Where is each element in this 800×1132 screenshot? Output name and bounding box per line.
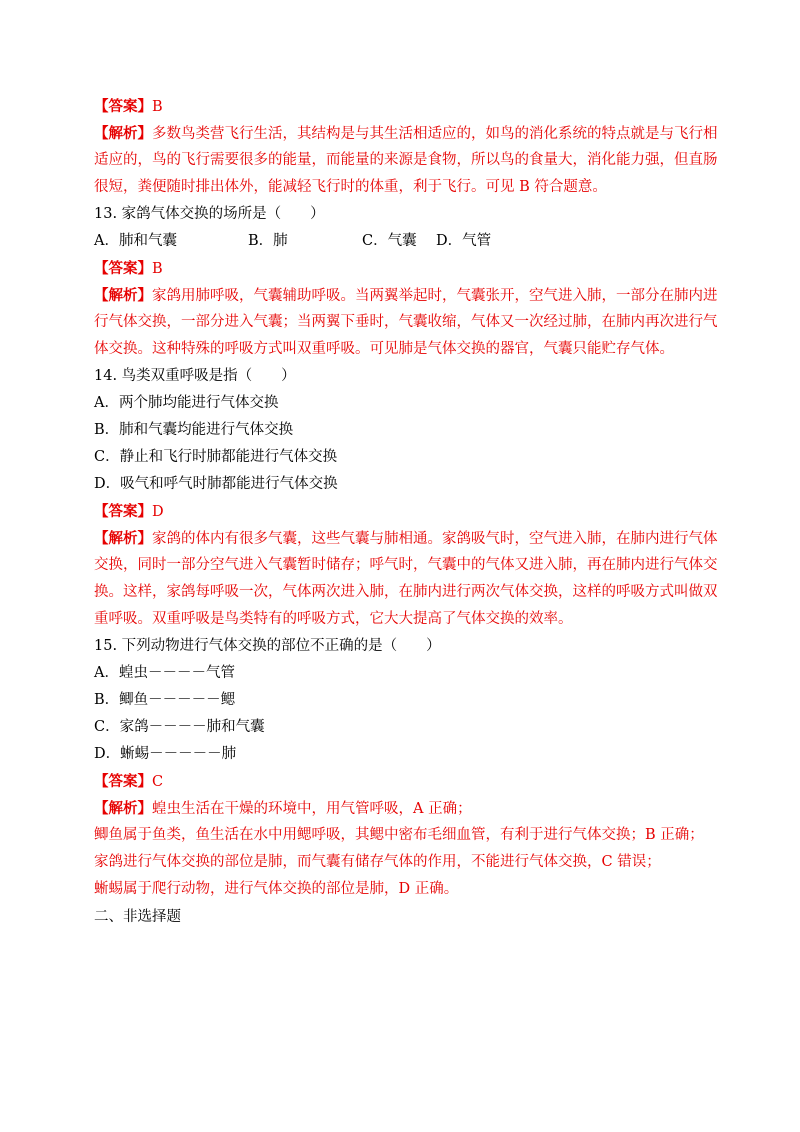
option-c: C．气囊 <box>362 233 417 249</box>
analysis-text: 家鸽的体内有很多气囊，这些气囊与肺相通。家鸽吸气时，空气进入肺，在肺内进行气体 <box>152 531 718 547</box>
analysis-line <box>94 795 706 822</box>
answer-line-prev <box>94 93 706 120</box>
answer-line-14 <box>94 498 706 525</box>
analysis-tag: 【解析】 <box>94 530 152 547</box>
analysis-line <box>94 282 718 309</box>
analysis-tag: 【解析】 <box>94 125 152 142</box>
analysis-line <box>94 525 718 552</box>
analysis-text: 蝗虫生活在干燥的环境中，用气管呼吸，A 正确； <box>152 801 472 817</box>
answer-value: D <box>152 504 164 520</box>
analysis-line: 体交换。这种特殊的呼吸方式叫双重呼吸。可见肺是气体交换的器官，气囊只能贮存气体。 <box>94 341 674 357</box>
analysis-line: 很短，粪便随时排出体外，能减轻飞行时的体重，利于飞行。可见 B 符合题意。 <box>94 179 607 195</box>
answer-tag: 【答案】 <box>94 773 152 790</box>
answer-tag: 【答案】 <box>94 260 152 277</box>
analysis-line: 蜥蜴属于爬行动物，进行气体交换的部位是肺，D 正确。 <box>94 881 459 897</box>
option-b: B．肺和气囊均能进行气体交换 <box>94 422 294 438</box>
analysis-line: 重呼吸。双重呼吸是鸟类特有的呼吸方式，它大大提高了气体交换的效率。 <box>94 611 573 627</box>
analysis-tag: 【解析】 <box>94 800 152 817</box>
option-b: B．鲫鱼－－－－－鳃 <box>94 692 236 708</box>
question-13-options <box>94 228 706 255</box>
option-a: A．两个肺均能进行气体交换 <box>94 395 279 411</box>
analysis-line: 换。这样，家鸽每呼吸一次，气体两次进入肺，在肺内进行两次气体交换，这样的呼吸方式叫做双 <box>94 584 718 600</box>
answer-tag: 【答案】 <box>94 98 152 115</box>
analysis-line: 适应的，鸟的飞行需要很多的能量，而能量的来源是食物，所以鸟的食量大，消化能力强，但直肠 <box>94 152 718 168</box>
question-15-stem: 15. 下列动物进行气体交换的部位不正确的是（ ） <box>94 638 441 654</box>
analysis-line: 行气体交换，一部分进入气囊；当两翼下垂时，气囊收缩，气体又一次经过肺，在肺内再次进行气 <box>94 314 718 330</box>
question-13-stem: 13. 家鸽气体交换的场所是（ ） <box>94 206 325 222</box>
analysis-text: 多数鸟类营飞行生活，其结构是与其生活相适应的，如鸟的消化系统的特点就是与飞行相 <box>152 126 718 142</box>
analysis-text: 家鸽用肺呼吸，气囊辅助呼吸。当两翼举起时，气囊张开，空气进入肺，一部分在肺内进 <box>152 288 718 304</box>
answer-value: B <box>152 261 163 277</box>
question-14-stem: 14. 鸟类双重呼吸是指（ ） <box>94 368 296 384</box>
option-c: C．静止和飞行时肺都能进行气体交换 <box>94 449 338 465</box>
option-d: D．吸气和呼气时肺都能进行气体交换 <box>94 476 338 492</box>
answer-line-13 <box>94 255 706 282</box>
analysis-line: 交换，同时一部分空气进入气囊暂时储存；呼气时，气囊中的气体又进入肺，再在肺内进行气体交 <box>94 557 718 573</box>
option-a: A．蝗虫－－－－气管 <box>94 665 235 681</box>
answer-tag: 【答案】 <box>94 503 152 520</box>
option-d: D．气管 <box>436 233 492 249</box>
answer-value: B <box>152 99 163 115</box>
document-page <box>94 93 718 931</box>
analysis-line: 家鸽进行气体交换的部位是肺，而气囊有储存气体的作用，不能进行气体交换，C 错误； <box>94 854 661 870</box>
option-a: A．肺和气囊 <box>94 233 177 249</box>
option-c: C．家鸽－－－－肺和气囊 <box>94 719 265 735</box>
analysis-line: 鲫鱼属于鱼类，鱼生活在水中用鳃呼吸，其鳃中密布毛细血管，有利于进行气体交换；B 正确； <box>94 827 704 843</box>
analysis-line <box>94 120 718 147</box>
answer-value: C <box>152 774 164 790</box>
answer-line-15 <box>94 768 706 795</box>
section-heading: 二、非选择题 <box>94 909 181 925</box>
analysis-tag: 【解析】 <box>94 287 152 304</box>
option-b: B．肺 <box>248 233 288 249</box>
option-d: D．蜥蜴－－－－－肺 <box>94 746 237 762</box>
